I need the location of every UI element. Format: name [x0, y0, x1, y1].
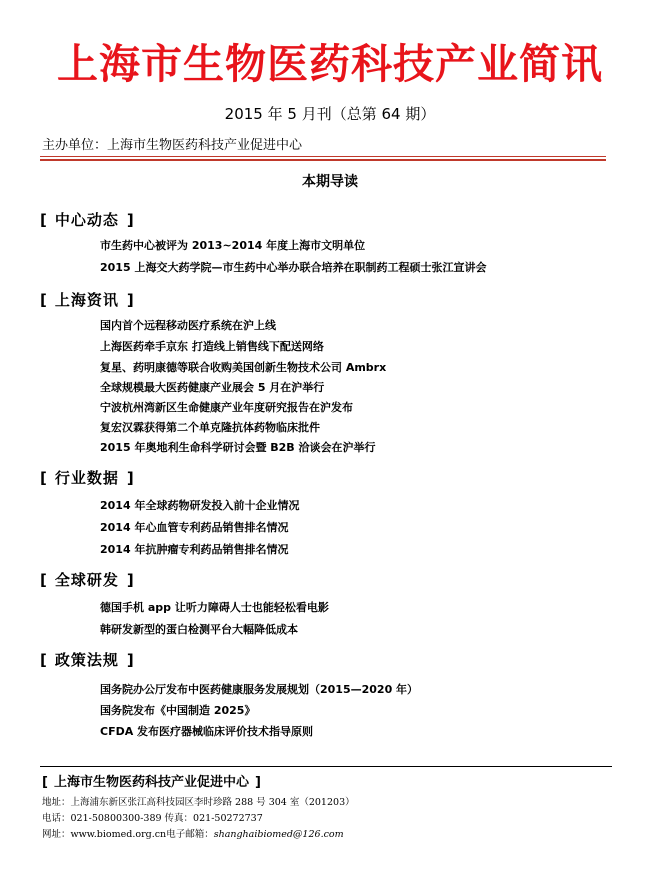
section-heading: [ 政策法规 ]	[40, 651, 134, 669]
toc-item[interactable]: 2014 年全球药物研发投入前十企业情况	[100, 499, 300, 512]
toc-item[interactable]: 韩研发新型的蛋白检测平台大幅降低成本	[100, 623, 298, 636]
section-name: 中心动态	[54, 211, 119, 229]
section-name: 行业数据	[54, 469, 119, 487]
section-heading: [ 上海资讯 ]	[40, 291, 134, 309]
toc-item[interactable]: 2014 年心血管专利药品销售排名情况	[100, 521, 289, 534]
footer-website-link[interactable]: www.biomed.org.cn	[70, 829, 167, 840]
section-name: 政策法规	[54, 651, 119, 669]
footer-organization: [ 上海市生物医药科技产业促进中心 ]	[42, 775, 261, 790]
footer-address: 地址：上海浦东新区张江高科技园区李时珍路 288 号 304 室（201203）	[42, 797, 355, 808]
toc-item[interactable]: 宁波杭州湾新区生命健康产业年度研究报告在沪发布	[100, 401, 353, 414]
footer-phone: 电话：021-50800300-389 传真：021-50272737	[42, 813, 263, 824]
toc-item[interactable]: 国务院发布《中国制造 2025》	[100, 704, 256, 717]
toc-item[interactable]: 2014 年抗肿瘤专利药品销售排名情况	[100, 543, 289, 556]
footer-contact	[42, 828, 344, 841]
header-divider-thin	[40, 156, 606, 157]
section-heading: [ 全球研发 ]	[40, 571, 134, 589]
masthead-title: 上海市生物医药科技产业简讯	[57, 40, 603, 88]
toc-item[interactable]: 全球规模最大医药健康产业展会 5 月在沪举行	[100, 381, 325, 394]
toc-item[interactable]: 国内首个远程移动医疗系统在沪上线	[100, 319, 276, 332]
header-divider-thick	[40, 159, 606, 161]
section-heading: [ 中心动态 ]	[40, 211, 134, 229]
toc-item[interactable]: 德国手机 app 让听力障碍人士也能轻松看电影	[100, 601, 329, 614]
toc-item[interactable]: 上海医药牵手京东 打造线上销售线下配送网络	[100, 340, 324, 353]
section-heading: [ 行业数据 ]	[40, 469, 134, 487]
footer-email-label: 电子邮箱：	[166, 829, 214, 840]
toc-item[interactable]: 市生药中心被评为 2013~2014 年度上海市文明单位	[100, 239, 366, 252]
footer-web-label: 网址：	[42, 829, 71, 840]
toc-item[interactable]: 2015 年奥地利生命科学研讨会暨 B2B 洽谈会在沪举行	[100, 441, 376, 454]
section-name: 上海资讯	[54, 291, 119, 309]
toc-item[interactable]: 复宏汉霖获得第二个单克隆抗体药物临床批件	[100, 421, 320, 434]
footer-divider	[40, 766, 612, 767]
toc-item[interactable]: 复星、药明康德等联合收购美国创新生物技术公司 Ambrx	[100, 361, 387, 374]
toc-title: 本期导读	[302, 174, 358, 190]
organizer-line: 主办单位：上海市生物医药科技产业促进中心	[42, 138, 303, 153]
issue-number: 2015 年 5 月刊（总第 64 期）	[224, 105, 436, 123]
toc-item[interactable]: 国务院办公厅发布中医药健康服务发展规划（2015—2020 年）	[100, 683, 419, 696]
footer-org-name: 上海市生物医药科技产业促进中心	[53, 775, 249, 790]
toc-item[interactable]: CFDA 发布医疗器械临床评价技术指导原则	[100, 725, 314, 738]
toc-item[interactable]: 2015 上海交大药学院—市生药中心举办联合培养在职制药工程硕士张江宣讲会	[100, 261, 487, 274]
section-name: 全球研发	[54, 571, 119, 589]
footer-email-link[interactable]: shanghaibiomed@126.com	[213, 829, 344, 840]
